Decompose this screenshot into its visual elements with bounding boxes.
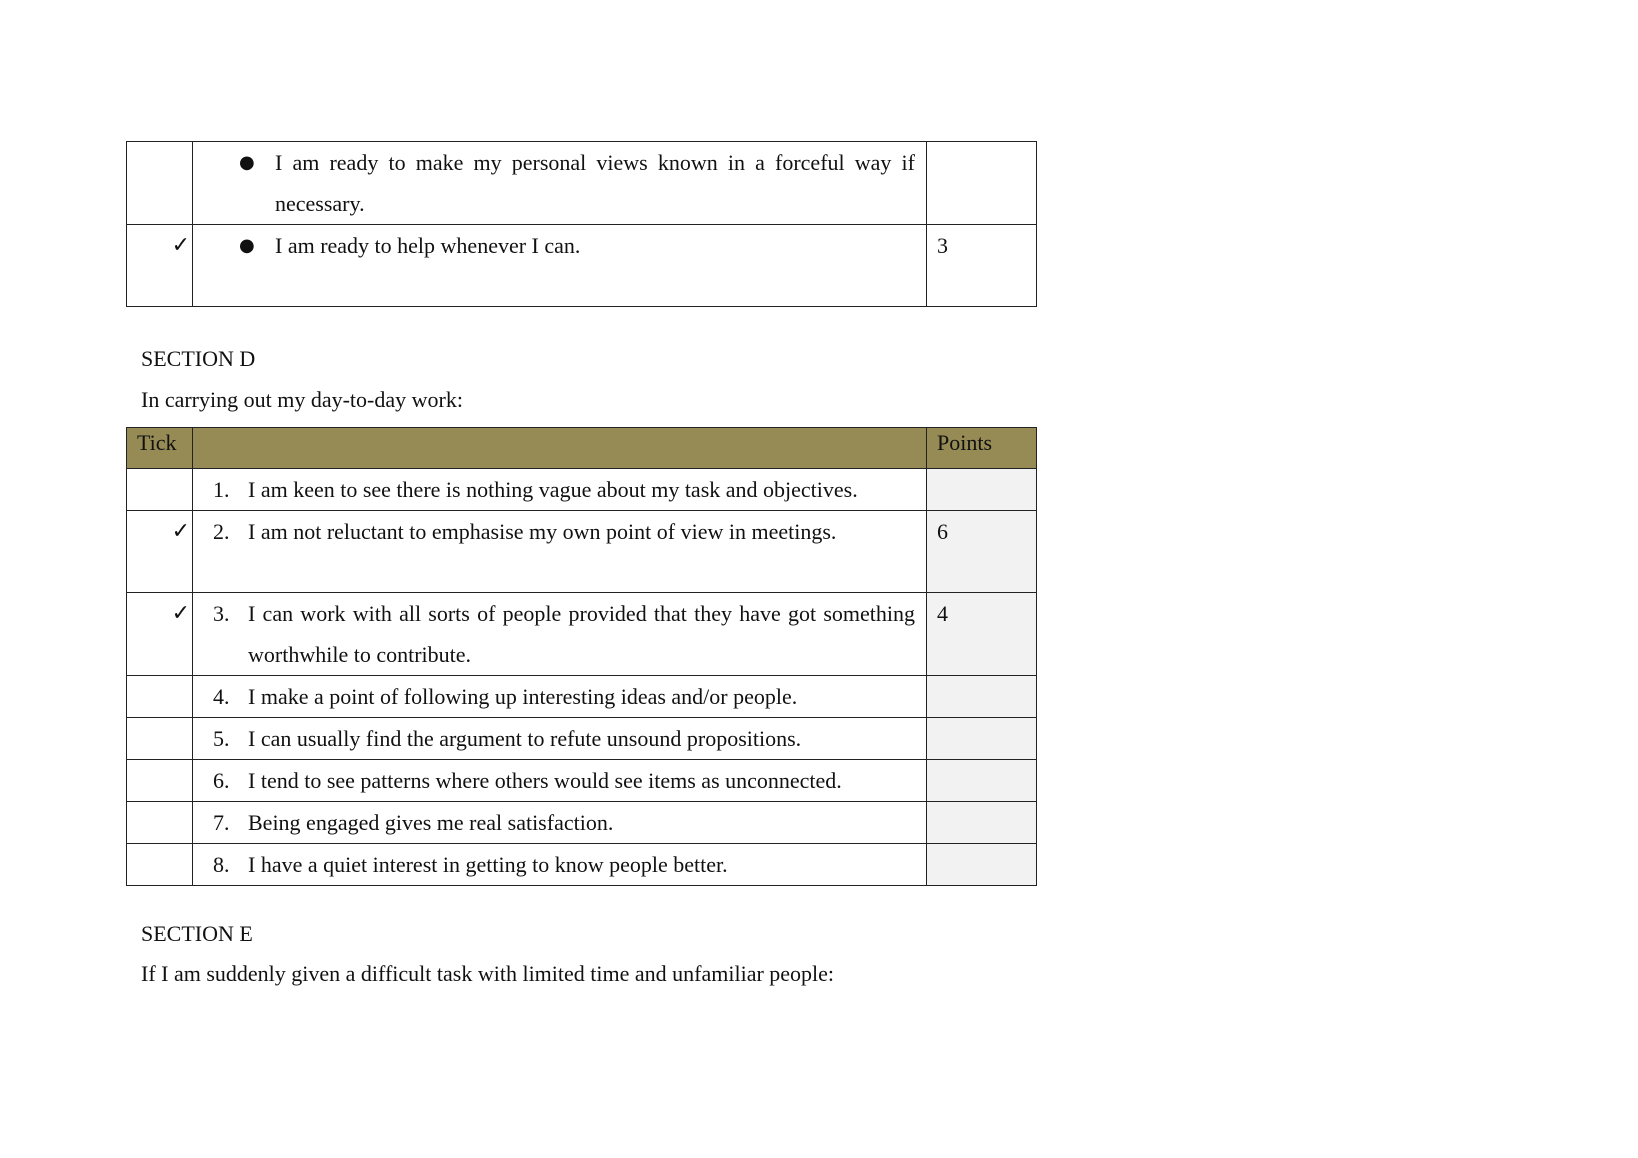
- statement-text: I am ready to make my personal views known in a forceful way if necessary.: [275, 150, 915, 216]
- item-number: 6.: [213, 768, 230, 793]
- points-cell[interactable]: [927, 676, 1037, 718]
- item-number: 1.: [213, 477, 230, 502]
- item-number: 3.: [213, 601, 230, 626]
- tick-cell[interactable]: [127, 676, 193, 718]
- tick-cell[interactable]: [127, 802, 193, 844]
- points-cell[interactable]: 3: [927, 225, 1037, 307]
- table-row: [127, 469, 1037, 511]
- points-cell[interactable]: [927, 760, 1037, 802]
- section-c-table: [126, 141, 1037, 307]
- points-cell[interactable]: [927, 844, 1037, 886]
- bullet-icon: ●: [239, 235, 255, 256]
- tick-cell[interactable]: [127, 469, 193, 511]
- table-row: [127, 511, 1037, 593]
- statement-cell: [193, 469, 927, 511]
- bullet-icon: ●: [239, 152, 255, 173]
- table-row: [127, 760, 1037, 802]
- checkmark-icon: ✓: [171, 519, 190, 544]
- points-cell[interactable]: [927, 469, 1037, 511]
- statement-text: I tend to see patterns where others would see items as unconnected.: [248, 768, 842, 793]
- table-header-row: [127, 428, 1037, 469]
- section-d-title: SECTION D: [141, 346, 256, 371]
- item-number: 8.: [213, 852, 230, 877]
- statement-text: I have a quiet interest in getting to know people better.: [248, 852, 728, 877]
- table-row: [127, 225, 1037, 307]
- statement-cell: [193, 142, 927, 225]
- points-cell[interactable]: [927, 142, 1037, 225]
- table-row: [127, 142, 1037, 225]
- statement-column-header: [193, 428, 927, 469]
- item-number: 5.: [213, 726, 230, 751]
- statement-text: I make a point of following up interesting ideas and/or people.: [248, 684, 798, 709]
- bullet-item: [193, 142, 926, 224]
- points-column-header: Points: [927, 428, 1037, 469]
- tick-cell[interactable]: [127, 760, 193, 802]
- statement-cell: [193, 225, 927, 307]
- statement-cell: [193, 844, 927, 886]
- statement-cell: [193, 676, 927, 718]
- tick-cell[interactable]: [127, 844, 193, 886]
- item-number: 7.: [213, 810, 230, 835]
- bullet-item: [193, 225, 926, 266]
- statement-text: I can work with all sorts of people provided that they have got something worthwhile to contribute.: [248, 601, 915, 667]
- statement-cell: [193, 718, 927, 760]
- section-d-intro: In carrying out my day-to-day work:: [141, 387, 463, 412]
- table-row: [127, 593, 1037, 676]
- section-e-intro: If I am suddenly given a difficult task with limited time and unfamiliar people:: [141, 961, 835, 986]
- item-number: 4.: [213, 684, 230, 709]
- statement-cell: [193, 760, 927, 802]
- item-number: 2.: [213, 519, 230, 544]
- statement-cell: [193, 593, 927, 676]
- tick-cell[interactable]: [127, 718, 193, 760]
- statement-text: I am keen to see there is nothing vague about my task and objectives.: [248, 477, 858, 502]
- tick-cell[interactable]: [127, 511, 193, 593]
- table-row: [127, 802, 1037, 844]
- tick-cell[interactable]: [127, 593, 193, 676]
- checkmark-icon: ✓: [171, 601, 190, 626]
- statement-text: I am ready to help whenever I can.: [275, 233, 581, 258]
- points-cell[interactable]: 4: [927, 593, 1037, 676]
- table-row: [127, 718, 1037, 760]
- checkmark-icon: ✓: [171, 233, 190, 258]
- tick-column-header: Tick: [127, 428, 193, 469]
- table-row: [127, 844, 1037, 886]
- tick-cell[interactable]: [127, 142, 193, 225]
- statement-cell: [193, 802, 927, 844]
- section-e-title: SECTION E: [141, 921, 253, 946]
- section-d-table: [126, 427, 1037, 886]
- points-cell[interactable]: [927, 718, 1037, 760]
- table-row: [127, 676, 1037, 718]
- statement-text: I can usually find the argument to refute unsound propositions.: [248, 726, 802, 751]
- statement-text: I am not reluctant to emphasise my own point of view in meetings.: [248, 519, 837, 544]
- points-cell[interactable]: [927, 802, 1037, 844]
- tick-cell[interactable]: [127, 225, 193, 307]
- points-cell[interactable]: 6: [927, 511, 1037, 593]
- statement-text: Being engaged gives me real satisfaction.: [248, 810, 614, 835]
- statement-cell: [193, 511, 927, 593]
